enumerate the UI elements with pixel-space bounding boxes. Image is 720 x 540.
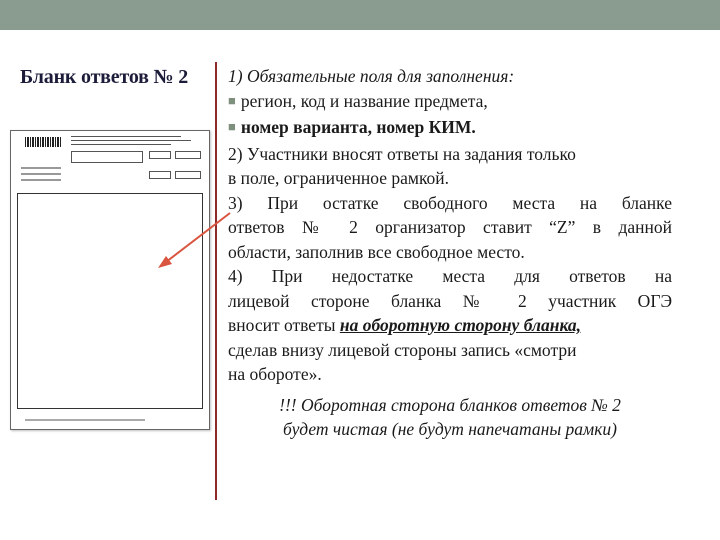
note-line-1: !!! Оборотная сторона бланков ответов № 2	[279, 394, 621, 415]
item-4-line-3	[228, 313, 672, 338]
bullet-1-text: регион, код и название предмета,	[240, 90, 488, 111]
bullet-square-icon: ■	[228, 119, 236, 134]
item-4-line-2: лицевой стороне бланка № 2 участник ОГЭ	[228, 290, 672, 311]
bullet-2-text: номер варианта, номер КИМ.	[240, 117, 476, 137]
item-3-line-1: 3) При остатке свободного места на бланке	[228, 192, 672, 213]
item-2-line-1: 2) Участники вносят ответы на задания только	[228, 143, 576, 164]
item-1-intro	[228, 64, 672, 89]
item-4-line-5: на обороте».	[228, 364, 322, 384]
item-3-line-3: области, заполнив все свободное место.	[228, 241, 525, 262]
item-3-line-2: ответов № 2 организатор ставит “Z” в данной	[228, 217, 672, 237]
note-line-2: будет чистая (не будут напечатаны рамки)	[283, 419, 617, 439]
item-1-intro-text: 1) Обязательные поля для заполнения:	[228, 66, 515, 86]
bullet-2	[228, 115, 672, 142]
bullet-1	[228, 89, 672, 116]
item-4-line-3-plain: вносит ответы	[228, 315, 340, 335]
item-4-line-1: 4) При недостатке места для ответов на	[228, 266, 672, 286]
item-4-line-4: сделав внизу лицевой стороны запись «смотри	[228, 339, 577, 360]
item-2-line-2: в поле, ограниченное рамкой.	[228, 168, 450, 188]
slide-title: Бланк ответов № 2	[20, 66, 189, 88]
instructions-text	[228, 64, 672, 442]
bullet-square-icon: ■	[228, 92, 236, 108]
item-4-line-3-emphasis: на оборотную сторону бланка,	[339, 315, 582, 335]
